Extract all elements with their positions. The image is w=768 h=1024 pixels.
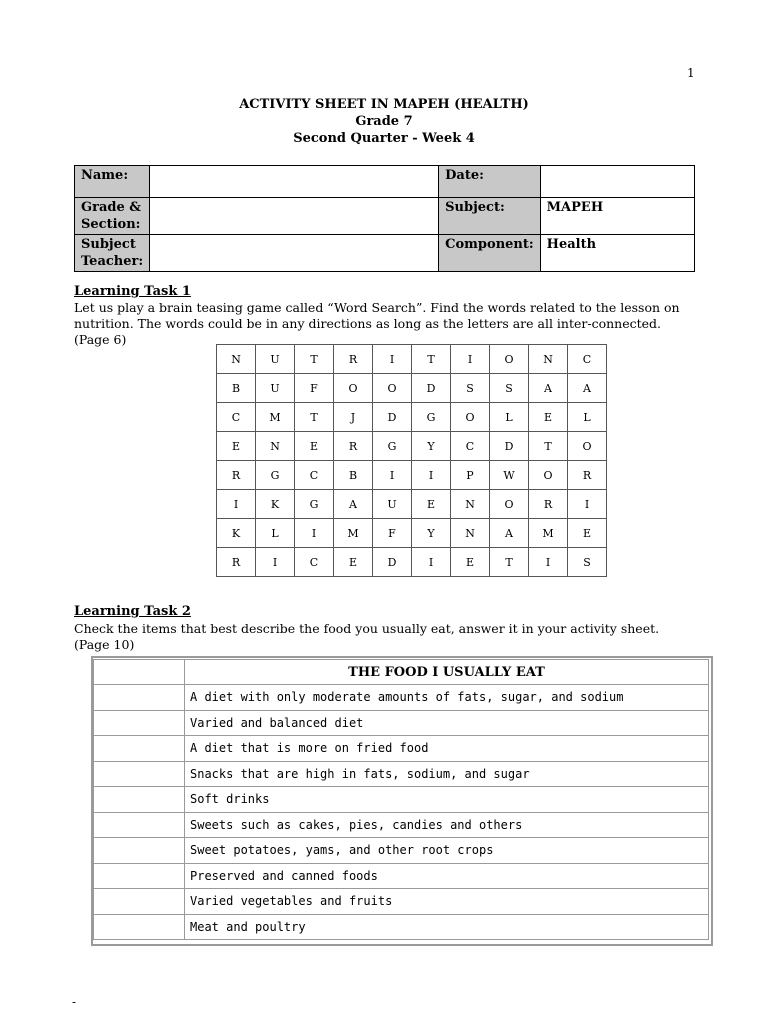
grid-letter[interactable]: S	[490, 374, 529, 403]
food-row	[94, 863, 709, 889]
food-row	[94, 812, 709, 838]
grid-letter[interactable]: T	[295, 345, 334, 374]
footer-mark: -	[72, 995, 77, 1009]
food-row	[94, 710, 709, 736]
food-checklist-table	[93, 659, 709, 940]
grid-letter[interactable]: P	[451, 461, 490, 490]
check-cell[interactable]	[94, 812, 185, 838]
check-cell[interactable]	[94, 914, 185, 940]
check-cell[interactable]	[94, 685, 185, 711]
grid-letter[interactable]: N	[256, 432, 295, 461]
check-cell[interactable]	[94, 710, 185, 736]
grid-letter[interactable]: G	[295, 490, 334, 519]
grid-letter[interactable]: C	[568, 345, 607, 374]
grid-letter[interactable]: I	[217, 490, 256, 519]
food-item: A diet that is more on fried food	[185, 736, 709, 762]
food-table-header: THE FOOD I USUALLY EAT	[185, 660, 709, 685]
grid-letter[interactable]: E	[529, 403, 568, 432]
grid-letter[interactable]: S	[568, 548, 607, 577]
grid-letter[interactable]: I	[373, 461, 412, 490]
check-column-header	[94, 660, 185, 685]
food-item: Sweet potatoes, yams, and other root crops	[185, 838, 709, 864]
header-quarter: Second Quarter - Week 4	[293, 131, 475, 146]
student-info-table	[74, 165, 695, 272]
grid-letter[interactable]: N	[217, 345, 256, 374]
task2-title: Learning Task 2	[74, 604, 191, 619]
grid-letter[interactable]: C	[295, 461, 334, 490]
grid-letter[interactable]: O	[568, 432, 607, 461]
grid-letter[interactable]: A	[568, 374, 607, 403]
grid-letter[interactable]: O	[373, 374, 412, 403]
grid-row	[217, 403, 607, 432]
grid-letter[interactable]: F	[295, 374, 334, 403]
grid-letter[interactable]: O	[490, 345, 529, 374]
grid-letter[interactable]: M	[529, 519, 568, 548]
grid-row	[217, 461, 607, 490]
grid-letter[interactable]: D	[490, 432, 529, 461]
grid-letter[interactable]: G	[256, 461, 295, 490]
grid-letter[interactable]: R	[529, 490, 568, 519]
grid-letter[interactable]: C	[451, 432, 490, 461]
grid-letter[interactable]: C	[217, 403, 256, 432]
grid-letter[interactable]: D	[373, 548, 412, 577]
sheet-header	[0, 96, 768, 147]
grid-letter[interactable]: I	[412, 548, 451, 577]
grid-letter[interactable]: E	[334, 548, 373, 577]
grid-letter[interactable]: I	[256, 548, 295, 577]
grid-letter[interactable]: W	[490, 461, 529, 490]
food-row	[94, 889, 709, 915]
teacher-label: Subject Teacher:	[75, 235, 150, 272]
grid-letter[interactable]: R	[334, 432, 373, 461]
grid-letter[interactable]: A	[490, 519, 529, 548]
grid-letter[interactable]: A	[334, 490, 373, 519]
grid-letter[interactable]: L	[568, 403, 607, 432]
subject-value: MAPEH	[540, 198, 694, 235]
grid-letter[interactable]: J	[334, 403, 373, 432]
grid-row	[217, 432, 607, 461]
food-item: Varied and balanced diet	[185, 710, 709, 736]
task1-title: Learning Task 1	[74, 284, 191, 299]
grid-letter[interactable]: E	[451, 548, 490, 577]
task1-instructions: Let us play a brain teasing game called “Word Search”. Find the words related to the lesson on nutrition. The words could be in any directions as long as the letters are all inter-connected. (Page 6)	[74, 300, 680, 347]
food-row	[94, 761, 709, 787]
grade-section-label: Grade & Section:	[75, 198, 150, 235]
header-title: ACTIVITY SHEET IN MAPEH (HEALTH)	[239, 97, 529, 112]
food-item: Varied vegetables and fruits	[185, 889, 709, 915]
grid-letter[interactable]: U	[373, 490, 412, 519]
grid-letter[interactable]: B	[217, 374, 256, 403]
food-item: Soft drinks	[185, 787, 709, 813]
grid-row	[217, 519, 607, 548]
grid-letter[interactable]: O	[334, 374, 373, 403]
grid-letter[interactable]: M	[256, 403, 295, 432]
grid-letter[interactable]: S	[451, 374, 490, 403]
grid-row	[217, 345, 607, 374]
grid-letter[interactable]: R	[217, 461, 256, 490]
task2-instructions: Check the items that best describe the food you usually eat, answer it in your activity sheet. (Page 10)	[74, 621, 660, 652]
grid-letter[interactable]: U	[256, 374, 295, 403]
food-item: Preserved and canned foods	[185, 863, 709, 889]
grid-letter[interactable]: A	[529, 374, 568, 403]
grid-letter[interactable]: Y	[412, 519, 451, 548]
teacher-field[interactable]	[150, 235, 439, 272]
grid-letter[interactable]: I	[412, 461, 451, 490]
grid-row	[217, 490, 607, 519]
grid-letter[interactable]: R	[217, 548, 256, 577]
date-label: Date:	[439, 166, 541, 198]
grid-letter[interactable]: R	[568, 461, 607, 490]
grade-section-field[interactable]	[150, 198, 439, 235]
name-label: Name:	[75, 166, 150, 198]
word-search-grid	[216, 344, 607, 577]
grid-letter[interactable]: E	[412, 490, 451, 519]
grid-letter[interactable]: O	[529, 461, 568, 490]
food-row	[94, 838, 709, 864]
grid-letter[interactable]: I	[568, 490, 607, 519]
food-row	[94, 685, 709, 711]
subject-label: Subject:	[439, 198, 541, 235]
grid-letter[interactable]: O	[490, 490, 529, 519]
grid-row	[217, 374, 607, 403]
grid-letter[interactable]: L	[256, 519, 295, 548]
grid-letter[interactable]: N	[529, 345, 568, 374]
food-row	[94, 914, 709, 940]
grid-letter[interactable]: I	[373, 345, 412, 374]
grid-row	[217, 548, 607, 577]
grid-letter[interactable]: E	[295, 432, 334, 461]
grid-letter[interactable]: L	[490, 403, 529, 432]
date-field[interactable]	[540, 166, 694, 198]
grid-letter[interactable]: I	[529, 548, 568, 577]
component-label: Component:	[439, 235, 541, 272]
grid-letter[interactable]: Y	[412, 432, 451, 461]
grid-letter[interactable]: T	[412, 345, 451, 374]
food-item: A diet with only moderate amounts of fats, sugar, and sodium	[185, 685, 709, 711]
check-cell[interactable]	[94, 787, 185, 813]
grid-letter[interactable]: G	[373, 432, 412, 461]
grid-letter[interactable]: D	[373, 403, 412, 432]
grid-letter[interactable]: C	[295, 548, 334, 577]
grid-letter[interactable]: O	[451, 403, 490, 432]
grid-letter[interactable]: E	[217, 432, 256, 461]
name-field[interactable]	[150, 166, 439, 198]
food-item: Sweets such as cakes, pies, candies and others	[185, 812, 709, 838]
check-cell[interactable]	[94, 838, 185, 864]
grid-letter[interactable]: K	[217, 519, 256, 548]
grid-letter[interactable]: N	[451, 519, 490, 548]
grid-letter[interactable]: T	[529, 432, 568, 461]
grid-letter[interactable]: F	[373, 519, 412, 548]
grid-letter[interactable]: I	[295, 519, 334, 548]
grid-letter[interactable]: N	[451, 490, 490, 519]
grid-letter[interactable]: B	[334, 461, 373, 490]
check-cell[interactable]	[94, 863, 185, 889]
grid-letter[interactable]: R	[334, 345, 373, 374]
food-item: Meat and poultry	[185, 914, 709, 940]
grid-letter[interactable]: K	[256, 490, 295, 519]
food-row	[94, 736, 709, 762]
check-cell[interactable]	[94, 736, 185, 762]
page-number: 1	[687, 66, 695, 80]
grid-letter[interactable]: M	[334, 519, 373, 548]
component-value: Health	[540, 235, 694, 272]
grid-letter[interactable]: U	[256, 345, 295, 374]
grid-letter[interactable]: E	[568, 519, 607, 548]
grid-letter[interactable]: T	[490, 548, 529, 577]
grid-letter[interactable]: I	[451, 345, 490, 374]
food-item: Snacks that are high in fats, sodium, and sugar	[185, 761, 709, 787]
grid-letter[interactable]: D	[412, 374, 451, 403]
check-cell[interactable]	[94, 889, 185, 915]
grid-letter[interactable]: T	[295, 403, 334, 432]
header-grade: Grade 7	[355, 114, 413, 129]
grid-letter[interactable]: G	[412, 403, 451, 432]
food-row	[94, 787, 709, 813]
check-cell[interactable]	[94, 761, 185, 787]
